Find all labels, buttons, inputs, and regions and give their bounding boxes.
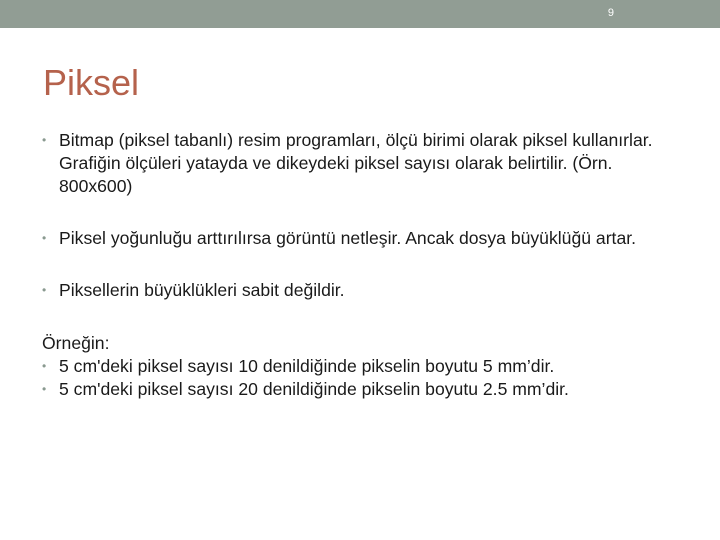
example-text: 5 cm'deki piksel sayısı 10 denildiğinde pikselin boyutu 5 mm’dir. xyxy=(59,356,555,376)
bullet-icon: • xyxy=(42,359,47,373)
bullet-icon: • xyxy=(42,382,47,396)
bullet-item xyxy=(42,129,682,198)
bullet-text: Bitmap (piksel tabanlı) resim programları, ölçü birimi olarak piksel kullanırlar. Grafiğin ölçüleri yatayda ve dikeydeki piksel sayısı olarak belirtilir. (Örn. 800x600) xyxy=(59,130,653,196)
example-item xyxy=(42,378,682,401)
example-text: 5 cm'deki piksel sayısı 20 denildiğinde pikselin boyutu 2.5 mm’dir. xyxy=(59,379,569,399)
bullet-icon: • xyxy=(42,231,47,245)
example-label: Örneğin: xyxy=(42,333,110,353)
bullet-text: Piksel yoğunluğu arttırılırsa görüntü netleşir. Ancak dosya büyüklüğü artar. xyxy=(59,228,637,248)
bullet-item xyxy=(42,227,682,250)
slide-title: Piksel xyxy=(43,62,140,103)
bullet-icon: • xyxy=(42,133,47,147)
bullet-icon: • xyxy=(42,283,47,297)
slide-body xyxy=(42,129,682,401)
page-number: 9 xyxy=(607,7,614,19)
bullet-text: Piksellerin büyüklükleri sabit değildir. xyxy=(59,280,345,300)
example-item xyxy=(42,355,682,378)
header-bar xyxy=(0,0,720,28)
bullet-item xyxy=(42,279,682,302)
